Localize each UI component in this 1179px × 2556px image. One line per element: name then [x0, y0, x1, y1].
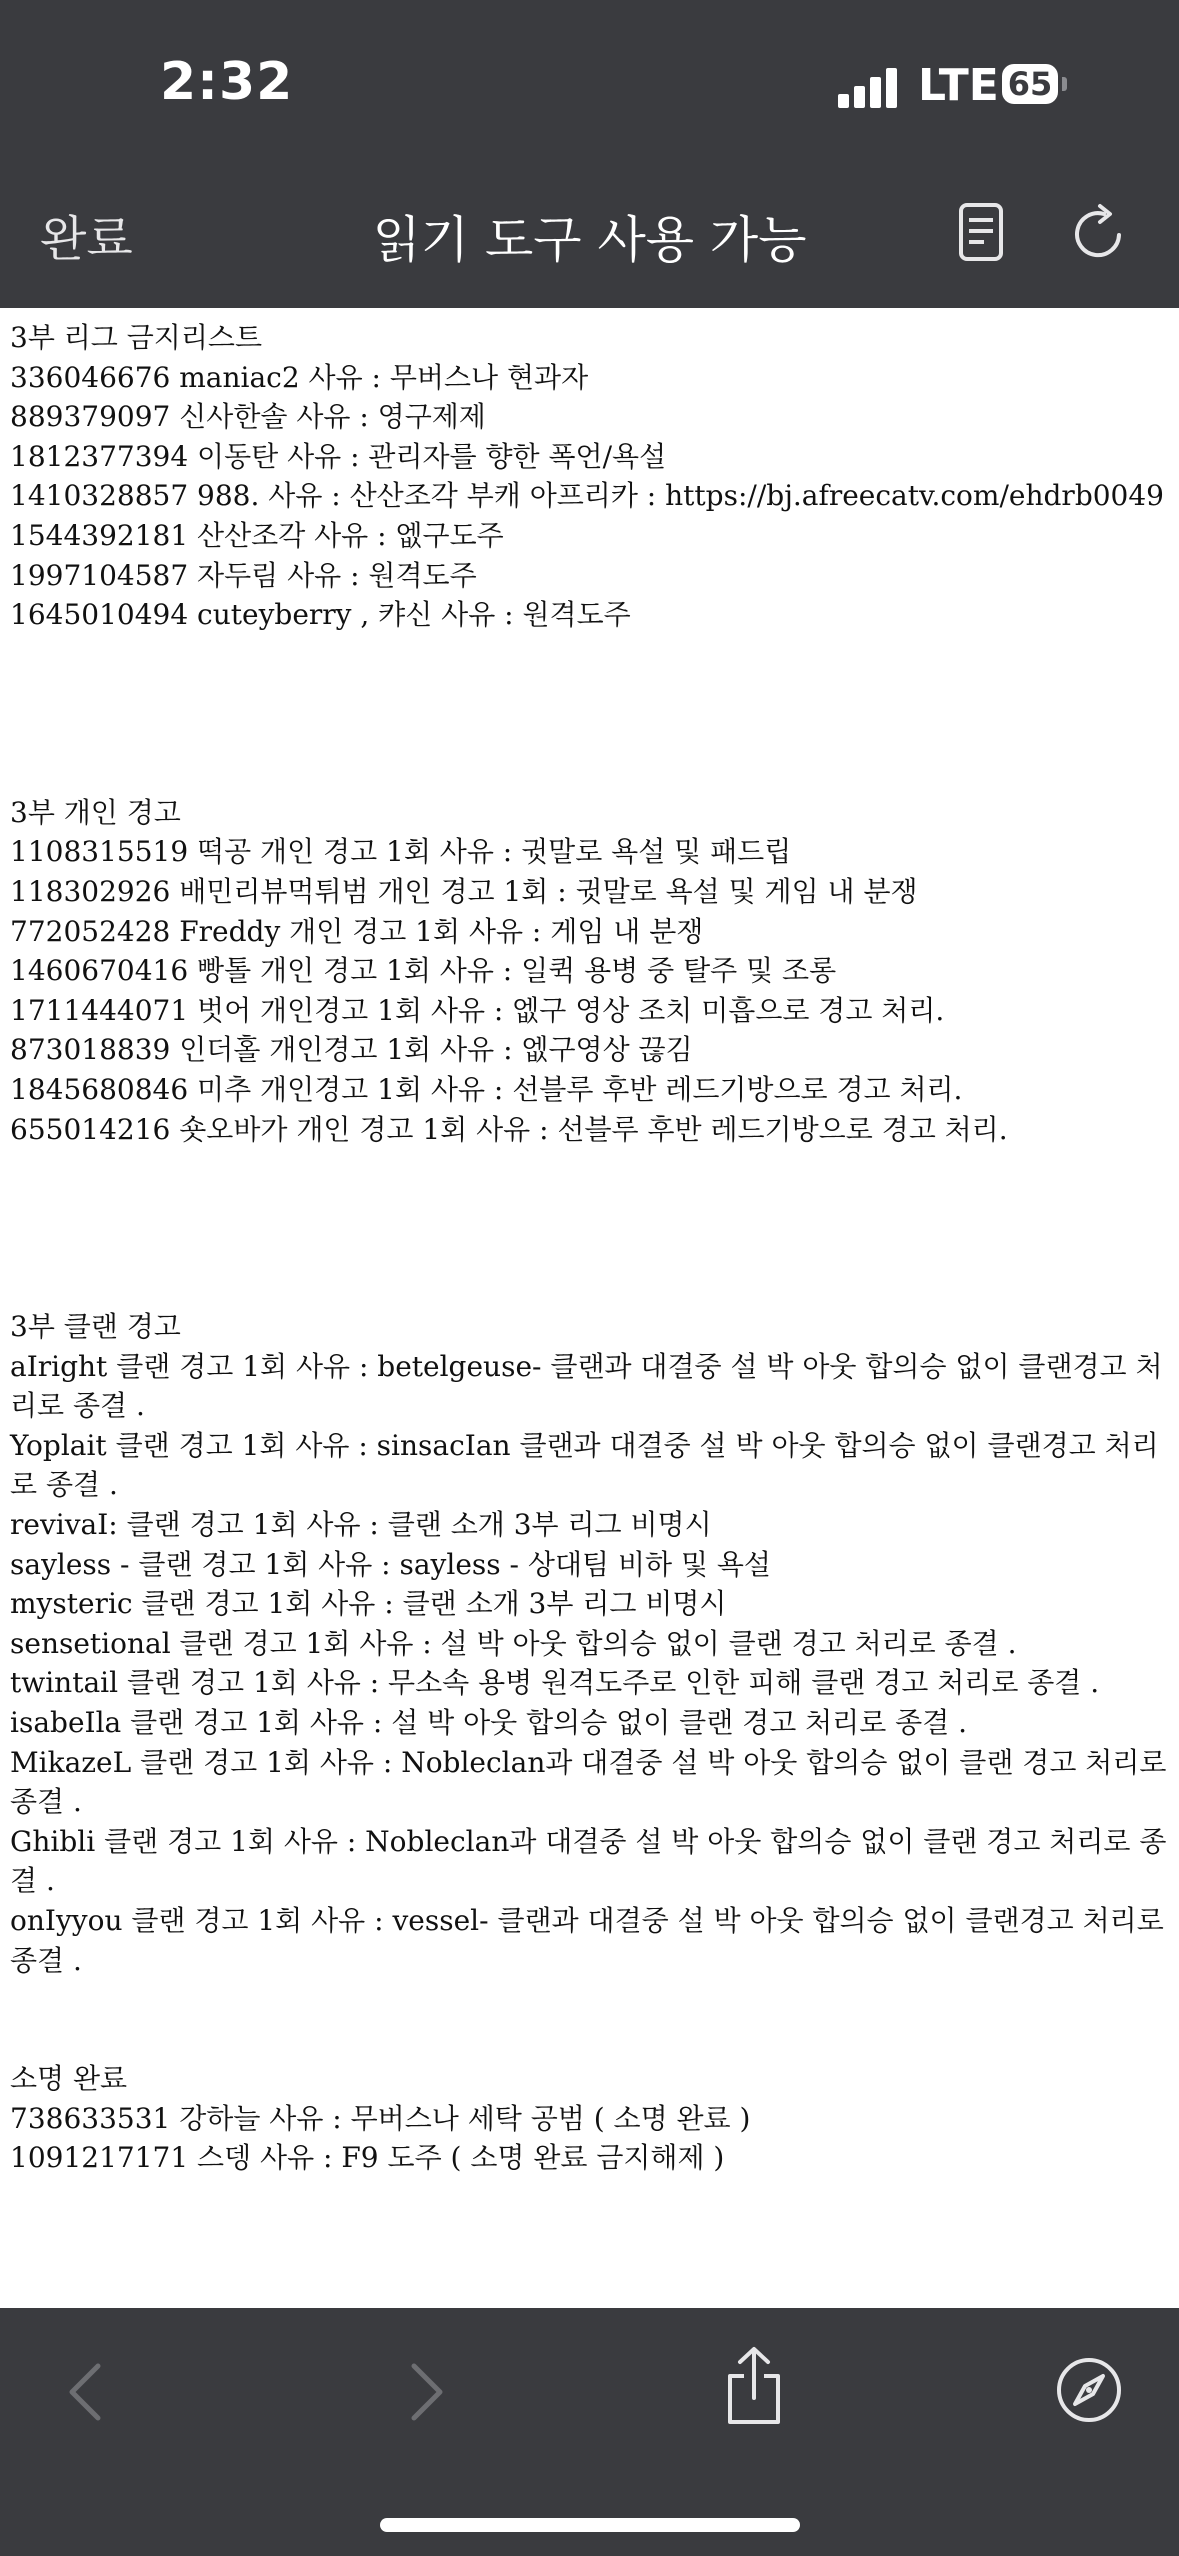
list-item: mysteric 클랜 경고 1회 사유 : 클랜 소개 3부 리그 비명시: [10, 1587, 727, 1621]
list-item: 336046676 maniac2 사유 : 무버스나 현과자: [10, 360, 589, 394]
forward-icon[interactable]: [406, 2362, 446, 2422]
list-item: 1544392181 산산조각 사유 : 엢구도주: [10, 518, 504, 552]
list-item: 1812377394 이동탄 사유 : 관리자를 향한 폭언/욕설: [10, 439, 667, 473]
list-item: 873018839 인더홀 개인경고 1회 사유 : 엢구영상 끊김: [10, 1033, 693, 1067]
battery-icon: 65: [1002, 64, 1058, 104]
section-title: 소명 완료: [10, 2062, 128, 2096]
section-gap: [10, 1149, 1170, 1307]
network-label: LTE: [918, 60, 999, 111]
list-item: MikazeL 클랜 경고 1회 사유 : Nobleclan과 대결중 설 박 아웃 합의승 없이 클랜 경고 처리로 종결 .: [10, 1745, 1167, 1819]
list-item: 1091217171 스뎅 사유 : F9 도주 ( 소명 완료 금지해제 ): [10, 2141, 725, 2175]
battery-tip: [1062, 77, 1067, 91]
list-item: 1997104587 자두림 사유 : 원격도주: [10, 558, 477, 592]
section-title: 3부 리그 금지리스트: [10, 321, 263, 354]
list-item: Yoplait 클랜 경고 1회 사유 : sinsacIan 클랜과 대결중 설 박 아웃 합의승 없이 클랜경고 처리로 종결 .: [10, 1428, 1159, 1502]
list-item: 1845680846 미추 개인경고 1회 사유 : 선블루 후반 레드기방으로 경고 처리.: [10, 1072, 963, 1106]
list-item: 889379097 신사한솔 사유 : 영구제제: [10, 400, 486, 434]
compass-icon[interactable]: [1055, 2356, 1123, 2424]
list-item: isabeIla 클랜 경고 1회 사유 : 설 박 아웃 합의승 없이 클랜 경고 처리로 종결 .: [10, 1706, 968, 1740]
list-item: 655014216 숏오바가 개인 경고 1회 사유 : 선블루 후반 레드기방으로 경고 처리.: [10, 1112, 1008, 1146]
reload-icon[interactable]: [1070, 202, 1130, 264]
top-bar: [0, 0, 1179, 308]
list-item: 118302926 배민리뷰먹튀범 개인 경고 1회 : 귓말로 욕설 및 게임 내 분쟁: [10, 874, 918, 908]
list-item: 1711444071 벗어 개인경고 1회 사유 : 엢구 영상 조치 미흡으로 경고 처리.: [10, 993, 945, 1027]
list-item: 1645010494 cuteyberry , 캬신 사유 : 원격도주: [10, 598, 631, 632]
section-title: 3부 클랜 경고: [10, 1310, 181, 1344]
list-item: 1410328857 988. 사유 : 산산조각 부캐 아프리카 : https://bj.afreecatv.com/ehdrb0049: [10, 479, 1164, 513]
list-item: sayless - 클랜 경고 1회 사유 : sayless - 상대팀 비하 및 욕설: [10, 1547, 771, 1581]
section-gap: [10, 635, 1170, 793]
back-icon[interactable]: [66, 2362, 106, 2422]
signal-icon: [838, 64, 900, 108]
section-gap: [10, 1980, 1170, 2059]
list-item: aIright 클랜 경고 1회 사유 : betelgeuse- 클랜과 대결중 설 박 아웃 합의승 없이 클랜경고 처리로 종결 .: [10, 1349, 1163, 1423]
list-item: 738633531 강하늘 사유 : 무버스나 세탁 공범 ( 소명 완료 ): [10, 2101, 751, 2135]
reader-icon[interactable]: [958, 202, 1004, 262]
status-time: 2:32: [160, 52, 294, 112]
list-item: 772052428 Freddy 개인 경고 1회 사유 : 게임 내 분쟁: [10, 914, 704, 948]
list-item: Ghibli 클랜 경고 1회 사유 : Nobleclan과 대결중 설 박 아웃 합의승 없이 클랜 경고 처리로 종결 .: [10, 1824, 1167, 1898]
list-item: twintail 클랜 경고 1회 사유 : 무소속 용병 원격도주로 인한 피해 클랜 경고 처리로 종결 .: [10, 1666, 1100, 1700]
list-item: 1108315519 떡공 개인 경고 1회 사유 : 귓말로 욕설 및 패드립: [10, 835, 792, 869]
article-content: [10, 318, 1170, 2178]
page-title: 읽기 도구 사용 가능: [372, 211, 807, 269]
list-item: 1460670416 빵톨 개인 경고 1회 사유 : 일퀵 용병 중 탈주 및 조롱: [10, 954, 837, 988]
list-item: onIyyou 클랜 경고 1회 사유 : vessel- 클랜과 대결중 설 박 아웃 합의승 없이 클랜경고 처리로 종결 .: [10, 1904, 1164, 1977]
section-title: 3부 개인 경고: [10, 795, 181, 829]
list-item: sensetional 클랜 경고 1회 사유 : 설 박 아웃 합의승 없이 클랜 경고 처리로 종결 .: [10, 1626, 1017, 1660]
home-indicator[interactable]: [380, 2518, 800, 2532]
list-item: revivaI: 클랜 경고 1회 사유 : 클랜 소개 3부 리그 비명시: [10, 1508, 712, 1542]
share-icon[interactable]: [722, 2346, 786, 2426]
done-button[interactable]: 완료: [40, 211, 133, 267]
